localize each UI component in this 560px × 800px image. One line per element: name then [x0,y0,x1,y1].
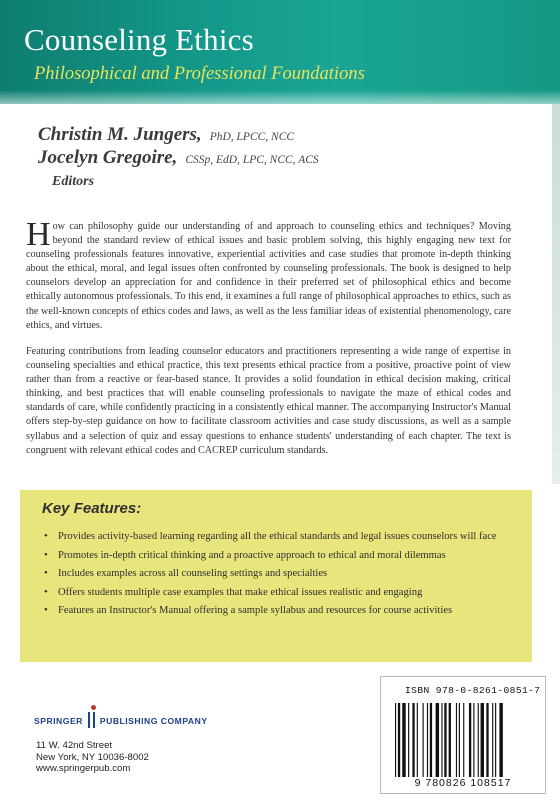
drop-cap: H [26,216,51,253]
barcode-bar [430,703,432,777]
publisher-mark-icon [88,712,95,728]
barcode-digits: 9 780826 108517 [414,777,512,789]
barcode-bar [436,703,439,777]
barcode-bar [408,703,409,777]
description-paragraph-2: Featuring contributions from leading counselor educators and practitioners representing a wide range of expertise in counseling specialties and ethical practice, this text presents ethical practice from a positive, proactive point of view rather than from a reactive or fear-based stance. It provides a solid foundation in ethical decision making, critical thinking, and best practices that will enable counseling professionals to navigate the maze of ethical codes and standards of care, while confidently practicing in a consistently ethical manner. The accompanying Instructor's Manual offers step-by-step guidance on how to facilitate classroom activities and case study discussions, as well as a sample syllabus and a selection of quiz and essay questions to enhance students' understanding of each chapter. The text is congruent with relevant ethical codes and CACREP curriculum standards. [26,346,511,456]
barcode-bar [449,703,451,777]
cover-header-band [0,0,560,104]
barcode-bar [486,703,488,777]
editor-credentials: PhD, LPCC, NCC [209,131,295,143]
key-features-box [20,490,532,662]
book-subtitle: Philosophical and Professional Foundations [34,64,365,84]
barcode-bar [398,703,400,777]
paragraph-text: ow can philosophy guide our understanding of and approach to counseling ethics and techniques? Moving beyond the standard review of ethical issues and basic problem solving, this highly engaging new text for counseling professionals features innovative, experiential activities and case studies that promote in-depth thinking about the ethical, moral, and legal issues often confronted by counseling professionals. The book is designed to help counselors develop an appreciation for and confidence in their preferred set of philosophical ethics and become ethically autonomous professionals. To this end, it examines a full range of philosophical approaches to ethics, such as the well-known concepts of ethics codes and laws, as well as the less familiar ideas of existential phenomenology, care ethics, and virtues. [26,221,511,331]
barcode-bar [478,703,479,777]
publisher-logo [34,712,208,728]
barcode-bar [459,703,460,777]
book-title: Counseling Ethics [24,22,254,57]
barcode-bar [427,703,428,777]
barcode-bar [402,703,405,777]
feature-item: • Provides activity-based learning regarding all the ethical standards and legal issues counselors will face [44,530,514,544]
key-features-title: Key Features: [42,500,142,517]
key-features-list [44,530,514,623]
feature-item: • Features an Instructor's Manual offering a sample syllabus and resources for course activities [44,604,514,618]
barcode-bar [417,703,418,777]
header-fade [0,90,560,104]
decorative-side-stripe [552,104,560,484]
feature-item: • Offers students multiple case examples that make ethical issues realistic and engaging [44,586,514,600]
barcode-icon [395,703,533,777]
editor-entry [38,147,319,170]
publisher-website: www.springerpub.com [36,763,131,774]
barcode-bar [444,703,446,777]
isbn-label: ISBN 978-0-8261-0851-7 [405,685,541,696]
feature-item: • Promotes in-depth critical thinking and a proactive approach to ethical and moral dilemmas [44,549,514,563]
barcode-bar [481,703,484,777]
editors-label: Editors [52,174,95,189]
barcode-bar [473,703,474,777]
publisher-name-left: SPRINGER [34,716,83,726]
barcode-bar [495,703,496,777]
barcode-bar [456,703,457,777]
address-street: 11 W. 42nd Street [36,740,113,751]
editor-credentials: CSSp, EdD, LPC, NCC, ACS [185,154,319,166]
barcode-bar [492,703,493,777]
publisher-name-right: PUBLISHING COMPANY [99,716,208,726]
barcode-bar [412,703,414,777]
publisher-address [36,740,149,775]
editor-name: Jocelyn Gregoire, [38,147,178,168]
editors-block [38,124,319,190]
editor-name: Christin M. Jungers, [38,124,202,145]
barcode-bar [463,703,464,777]
barcode-panel [380,676,546,794]
address-city: New York, NY 10036-8002 [36,751,149,763]
barcode-bar [423,703,424,777]
barcode-bar [469,703,471,777]
editor-entry [38,124,319,147]
feature-item: • Includes examples across all counseling settings and specialties [44,567,514,581]
barcode-bar [499,703,502,777]
description-paragraph-1 [26,216,511,333]
barcode-bar [395,703,396,777]
barcode-bar [441,703,442,777]
